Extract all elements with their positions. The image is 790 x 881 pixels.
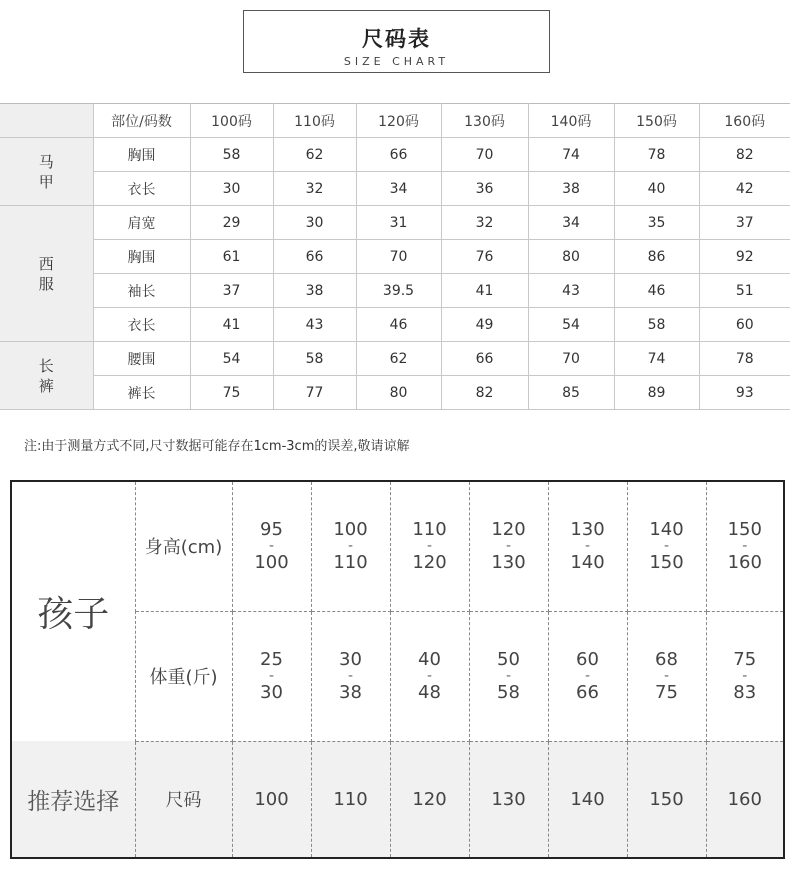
size-table	[0, 103, 790, 410]
value-cell: 42	[699, 172, 790, 206]
value-cell: 78	[614, 138, 699, 172]
value-cell: 49	[441, 308, 528, 342]
value-cell: 32	[273, 172, 356, 206]
value-cell: 41	[441, 274, 528, 308]
size-value: 150	[627, 741, 706, 857]
recommend-table	[10, 480, 785, 859]
value-cell: 38	[528, 172, 614, 206]
value-cell: 30	[273, 206, 356, 240]
title-cn: 尺码表	[362, 27, 431, 51]
category-cell: 马甲	[0, 138, 93, 206]
header-cell: 120码	[356, 104, 441, 138]
value-cell: 93	[699, 376, 790, 410]
value-cell: 58	[190, 138, 273, 172]
table-row	[0, 342, 790, 376]
size-row	[12, 741, 783, 857]
value-cell: 38	[273, 274, 356, 308]
part-cell: 肩宽	[93, 206, 190, 240]
weight-range: 25 - 30	[232, 611, 311, 741]
value-cell: 86	[614, 240, 699, 274]
header-cell: 160码	[699, 104, 790, 138]
height-range: 130 - 140	[548, 482, 627, 611]
value-cell: 70	[528, 342, 614, 376]
value-cell: 40	[614, 172, 699, 206]
height-range: 110 - 120	[390, 482, 469, 611]
header-cell: 150码	[614, 104, 699, 138]
height-range: 150 - 160	[706, 482, 783, 611]
table-row	[0, 138, 790, 172]
part-cell: 衣长	[93, 308, 190, 342]
header-cell: 130码	[441, 104, 528, 138]
height-range: 120 - 130	[469, 482, 548, 611]
value-cell: 51	[699, 274, 790, 308]
value-cell: 92	[699, 240, 790, 274]
part-cell: 裤长	[93, 376, 190, 410]
value-cell: 54	[190, 342, 273, 376]
part-cell: 袖长	[93, 274, 190, 308]
value-cell: 74	[528, 138, 614, 172]
value-cell: 62	[356, 342, 441, 376]
size-value: 130	[469, 741, 548, 857]
value-cell: 58	[614, 308, 699, 342]
value-cell: 66	[441, 342, 528, 376]
recommend-label: 推荐选择	[12, 741, 135, 857]
table-row	[0, 308, 790, 342]
value-cell: 78	[699, 342, 790, 376]
table-row	[0, 172, 790, 206]
value-cell: 85	[528, 376, 614, 410]
value-cell: 43	[528, 274, 614, 308]
table-row	[0, 206, 790, 240]
title-box	[243, 10, 550, 73]
height-range: 140 - 150	[627, 482, 706, 611]
weight-label: 体重(斤)	[135, 611, 232, 741]
value-cell: 37	[699, 206, 790, 240]
value-cell: 34	[356, 172, 441, 206]
value-cell: 46	[614, 274, 699, 308]
category-cell: 长裤	[0, 342, 93, 410]
table-row	[0, 240, 790, 274]
value-cell: 41	[190, 308, 273, 342]
value-cell: 60	[699, 308, 790, 342]
weight-range: 30 - 38	[311, 611, 390, 741]
value-cell: 66	[273, 240, 356, 274]
value-cell: 39.5	[356, 274, 441, 308]
value-cell: 36	[441, 172, 528, 206]
value-cell: 37	[190, 274, 273, 308]
header-cell: 110码	[273, 104, 356, 138]
value-cell: 76	[441, 240, 528, 274]
size-value: 110	[311, 741, 390, 857]
header-cell: 100码	[190, 104, 273, 138]
weight-range: 50 - 58	[469, 611, 548, 741]
value-cell: 61	[190, 240, 273, 274]
value-cell: 31	[356, 206, 441, 240]
value-cell: 80	[356, 376, 441, 410]
part-cell: 胸围	[93, 138, 190, 172]
value-cell: 58	[273, 342, 356, 376]
value-cell: 43	[273, 308, 356, 342]
size-label: 尺码	[135, 741, 232, 857]
value-cell: 82	[699, 138, 790, 172]
value-cell: 82	[441, 376, 528, 410]
size-value: 140	[548, 741, 627, 857]
part-cell: 腰围	[93, 342, 190, 376]
category-cell: 西服	[0, 206, 93, 342]
height-range: 95 - 100	[232, 482, 311, 611]
value-cell: 34	[528, 206, 614, 240]
value-cell: 77	[273, 376, 356, 410]
value-cell: 66	[356, 138, 441, 172]
weight-range: 40 - 48	[390, 611, 469, 741]
height-range: 100 - 110	[311, 482, 390, 611]
value-cell: 29	[190, 206, 273, 240]
part-cell: 胸围	[93, 240, 190, 274]
table-row	[0, 274, 790, 308]
corner-cell	[0, 104, 93, 138]
header-row	[0, 104, 790, 138]
value-cell: 30	[190, 172, 273, 206]
size-value: 100	[232, 741, 311, 857]
weight-range: 60 - 66	[548, 611, 627, 741]
value-cell: 46	[356, 308, 441, 342]
value-cell: 70	[441, 138, 528, 172]
value-cell: 70	[356, 240, 441, 274]
weight-range: 75 - 83	[706, 611, 783, 741]
value-cell: 35	[614, 206, 699, 240]
value-cell: 32	[441, 206, 528, 240]
note: 注:由于测量方式不同,尺寸数据可能存在1cm-3cm的误差,敬请谅解	[24, 439, 410, 454]
size-value: 120	[390, 741, 469, 857]
header-cell: 140码	[528, 104, 614, 138]
value-cell: 74	[614, 342, 699, 376]
table-row	[0, 376, 790, 410]
weight-range: 68 - 75	[627, 611, 706, 741]
value-cell: 62	[273, 138, 356, 172]
title-en: SIZE CHART	[343, 55, 450, 68]
kid-label: 孩子	[12, 482, 135, 741]
value-cell: 80	[528, 240, 614, 274]
height-label: 身高(cm)	[135, 482, 232, 611]
value-cell: 54	[528, 308, 614, 342]
height-row	[12, 482, 783, 611]
value-cell: 89	[614, 376, 699, 410]
part-cell: 衣长	[93, 172, 190, 206]
size-value: 160	[706, 741, 783, 857]
header-cell: 部位/码数	[93, 104, 190, 138]
value-cell: 75	[190, 376, 273, 410]
